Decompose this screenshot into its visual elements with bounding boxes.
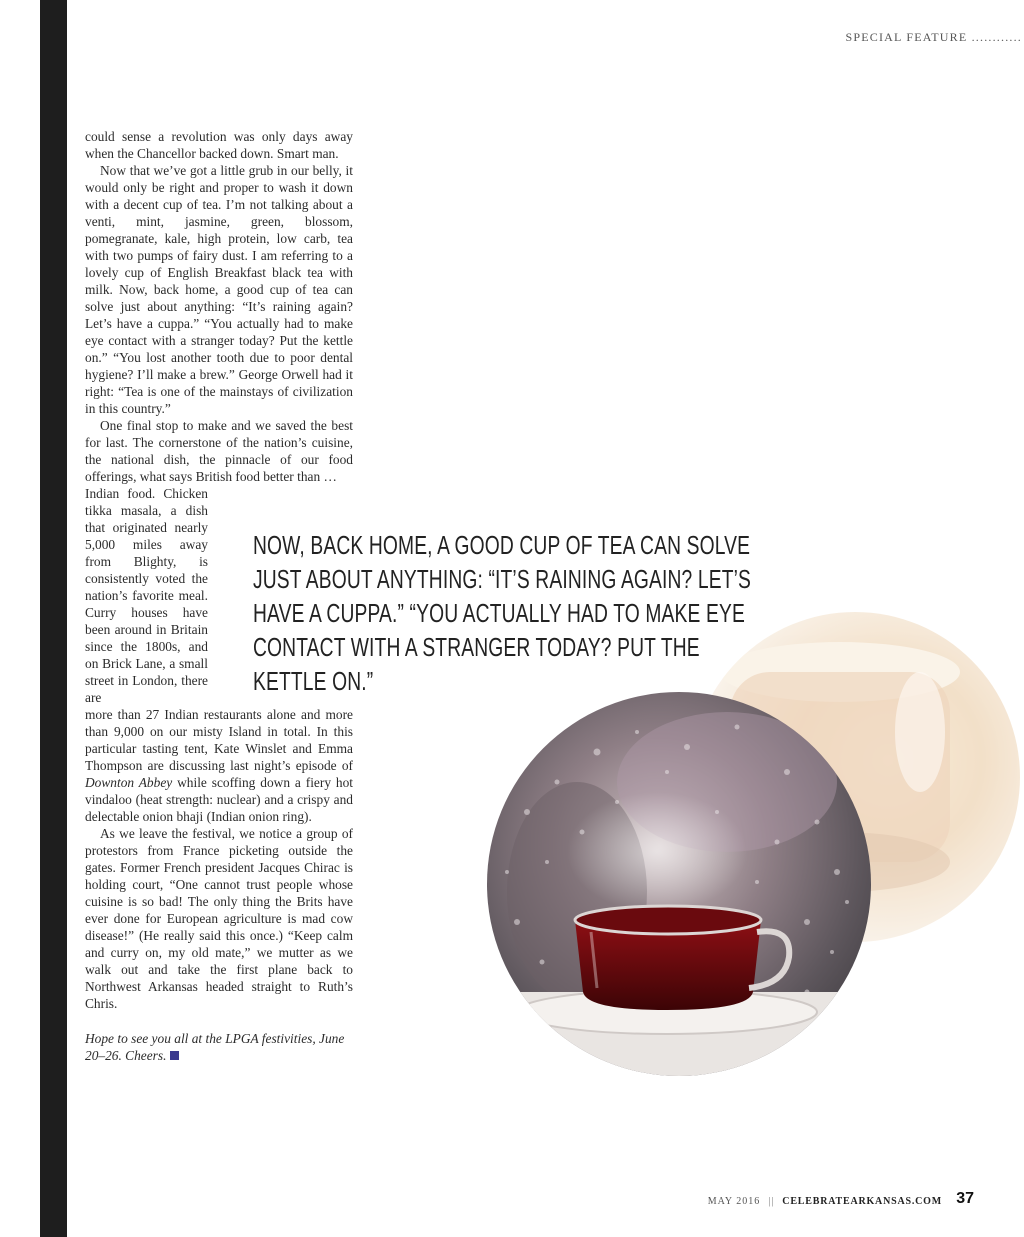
end-mark-square-icon bbox=[170, 1051, 179, 1060]
page-footer bbox=[708, 1196, 976, 1207]
paragraph-final-stop: One final stop to make and we saved the best for last. The cornerstone of the nation’s cuisine, the national dish, the pinnacle of our food offerings, what says British food better than … bbox=[85, 418, 353, 484]
page-spine-bar bbox=[40, 0, 67, 1237]
show-title: Downton Abbey bbox=[85, 775, 173, 790]
paragraph-curry-continued: more than 27 Indian restaurants alone and more than 9,000 on our misty Island in total. In this particular tasting tent, Kate Winslet and Emma Thompson are discussing last night’s episode of Downton Abbey while scoffing down a fiery hot vindaloo (heat strength: nuclear) and a crispy and delectable onion bhaji (Indian onion ring). bbox=[85, 707, 354, 824]
page-number: 37 bbox=[956, 1190, 974, 1207]
paragraph-leave-festival: As we leave the festival, we notice a group of protestors from France picketing outside the gates. Former French president Jacques Chirac is holding court, “One cannot trust people whose cuisine is so bad! The only thing the Brits have ever done for European agriculture is mad cow disease!” (He really said this once.) “Keep calm and curry on, my old mate,” we mutter as we walk out and take the first plane back to Northwest Arkansas headed straight to Ruth’s Chris. bbox=[85, 826, 353, 1011]
issue-date: MAY 2016 bbox=[707, 1196, 761, 1207]
paragraph-tea: Now that we’ve got a little grub in our belly, it would only be right and proper to wash it down with a decent cup of tea. I’m not talking about a venti, mint, jasmine, green, blossom, pomegranate, kale, high protein, low carb, tea with two pumps of fairy dust. I am referring to a lovely cup of English Breakfast black tea with milk. Now, back home, a good cup of tea can solve just about anything: “It’s raining again? Let’s have a cuppa.” “You actually had to make eye contact with a stranger today? Put the kettle on.” “You lost another tooth due to poor dental hygiene? I’ll make a brew.” George Orwell had it right: “Tea is one of the mainstays of civilization in this country.” bbox=[85, 163, 353, 416]
pull-quote: NOW, BACK HOME, A GOOD CUP OF TEA CAN SOLVE JUST ABOUT ANYTHING: “IT’S RAINING AGAIN? LET’S HAVE A CUPPA.” “YOU ACTUALLY HAD TO MAKE EYE CONTACT WITH A STRANGER TODAY? PUT THE KETTLE ON.” bbox=[253, 530, 752, 696]
section-label: SPECIAL FEATURE ............ bbox=[845, 30, 1022, 44]
teacup-rain-photo bbox=[487, 692, 871, 1076]
website-link[interactable]: CELEBRATEARKANSAS.COM bbox=[782, 1196, 942, 1207]
footer-separator: || bbox=[768, 1196, 775, 1207]
paragraph-curry-wrapped: Indian food. Chicken tikka masala, a dish that originated nearly 5,000 miles away from Blighty, is consistently voted the nation’s favorite meal. Curry houses have been around in Britain since the 1800s, and on Brick Lane, a small street in London, there are bbox=[85, 486, 208, 705]
paragraph-intro: could sense a revolution was only days away when the Chancellor backed down. Smart man. bbox=[85, 129, 353, 161]
signoff: Hope to see you all at the LPGA festivities, June 20–26. Cheers. bbox=[85, 1031, 345, 1063]
